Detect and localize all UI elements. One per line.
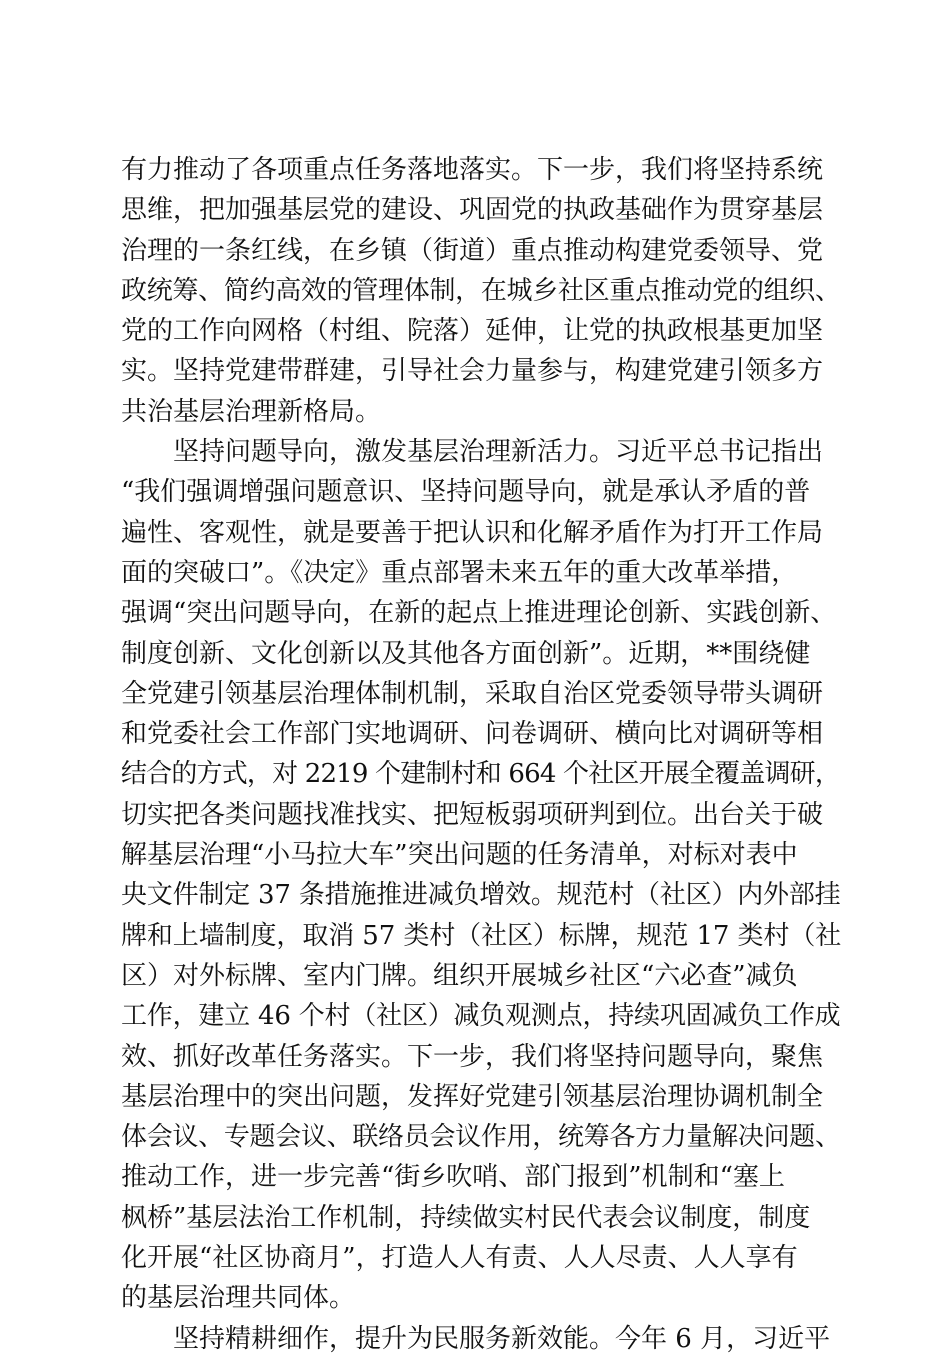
text-line: 和党委社会工作部门实地调研、问卷调研、横向比对调研等相 [121,719,824,750]
text-line: 党的工作向网格（村组、院落）延伸，让党的执政根基更加坚 [121,316,824,347]
text-line: 遍性、客观性，就是要善于把认识和化解矛盾作为打开工作局 [121,517,824,548]
text-line: “我们强调增强问题意识、坚持问题导向，就是承认矛盾的普 [121,477,811,508]
text-line: 政统筹、简约高效的管理体制，在城乡社区重点推动党的组织、 [121,275,841,306]
text-line: 化开展“社区协商月”，打造人人有责、人人尽责、人人享有 [121,1243,798,1274]
text-line: 有力推动了各项重点任务落地落实。下一步，我们将坚持系统 [121,155,824,185]
text-line: 推动工作，进一步完善“街乡吹哨、部门报到”机制和“塞上 [121,1162,785,1193]
text-line: 的基层治理共同体。 [121,1283,356,1314]
text-line: 结合的方式，对 2219 个建制村和 664 个社区开展全覆盖调研， [121,759,841,790]
text-line: 全党建引领基层治理体制机制，采取自治区党委领导带头调研 [121,678,824,709]
text-line: 枫桥”基层法治工作机制，持续做实村民代表会议制度，制度 [121,1202,811,1233]
text-line: 实。坚持党建带群建，引导社会力量参与，构建党建引领多方 [121,356,824,387]
text-line: 牌和上墙制度，取消 57 类村（社区）标牌，规范 17 类村（社 [121,920,842,951]
text-line: 解基层治理“小马拉大车”突出问题的任务清单，对标对表中 [121,840,798,871]
text-line: 工作，建立 46 个村（社区）减负观测点，持续巩固减负工作成 [121,1001,841,1032]
text-line: 坚持问题导向，激发基层治理新活力。习近平总书记指出 [173,437,824,468]
text-line: 制度创新、文化创新以及其他各方面创新”。近期，**围绕健 [121,638,811,669]
text-line: 强调“突出问题导向，在新的起点上推进理论创新、实践创新、 [121,598,837,629]
text-line: 体会议、专题会议、联络员会议作用，统筹各方力量解决问题、 [121,1122,841,1153]
text-line: 共治基层治理新格局。 [121,396,382,427]
body-text [121,150,841,1359]
text-line: 切实把各类问题找准找实、把短板弱项研判到位。出台关于破 [121,799,824,830]
text-line: 治理的一条红线，在乡镇（街道）重点推动构建党委领导、党 [121,235,824,266]
text-line: 面的突破口”。《决定》重点部署未来五年的重大改革举措， [121,557,798,588]
text-line: 坚持精耕细作，提升为民服务新效能。今年 6 月，习近平 [173,1323,831,1354]
text-line: 区）对外标牌、室内门牌。组织开展城乡社区“六必查”减负 [121,960,798,991]
text-line: 基层治理中的突出问题，发挥好党建引领基层治理协调机制全 [121,1081,824,1112]
text-line: 央文件制定 37 条措施推进减负增效。规范村（社区）内外部挂 [121,880,841,911]
text-line: 思维，把加强基层党的建设、巩固党的执政基础作为贯穿基层 [121,195,824,226]
text-line: 效、抓好改革任务落实。下一步，我们将坚持问题导向，聚焦 [121,1041,824,1072]
